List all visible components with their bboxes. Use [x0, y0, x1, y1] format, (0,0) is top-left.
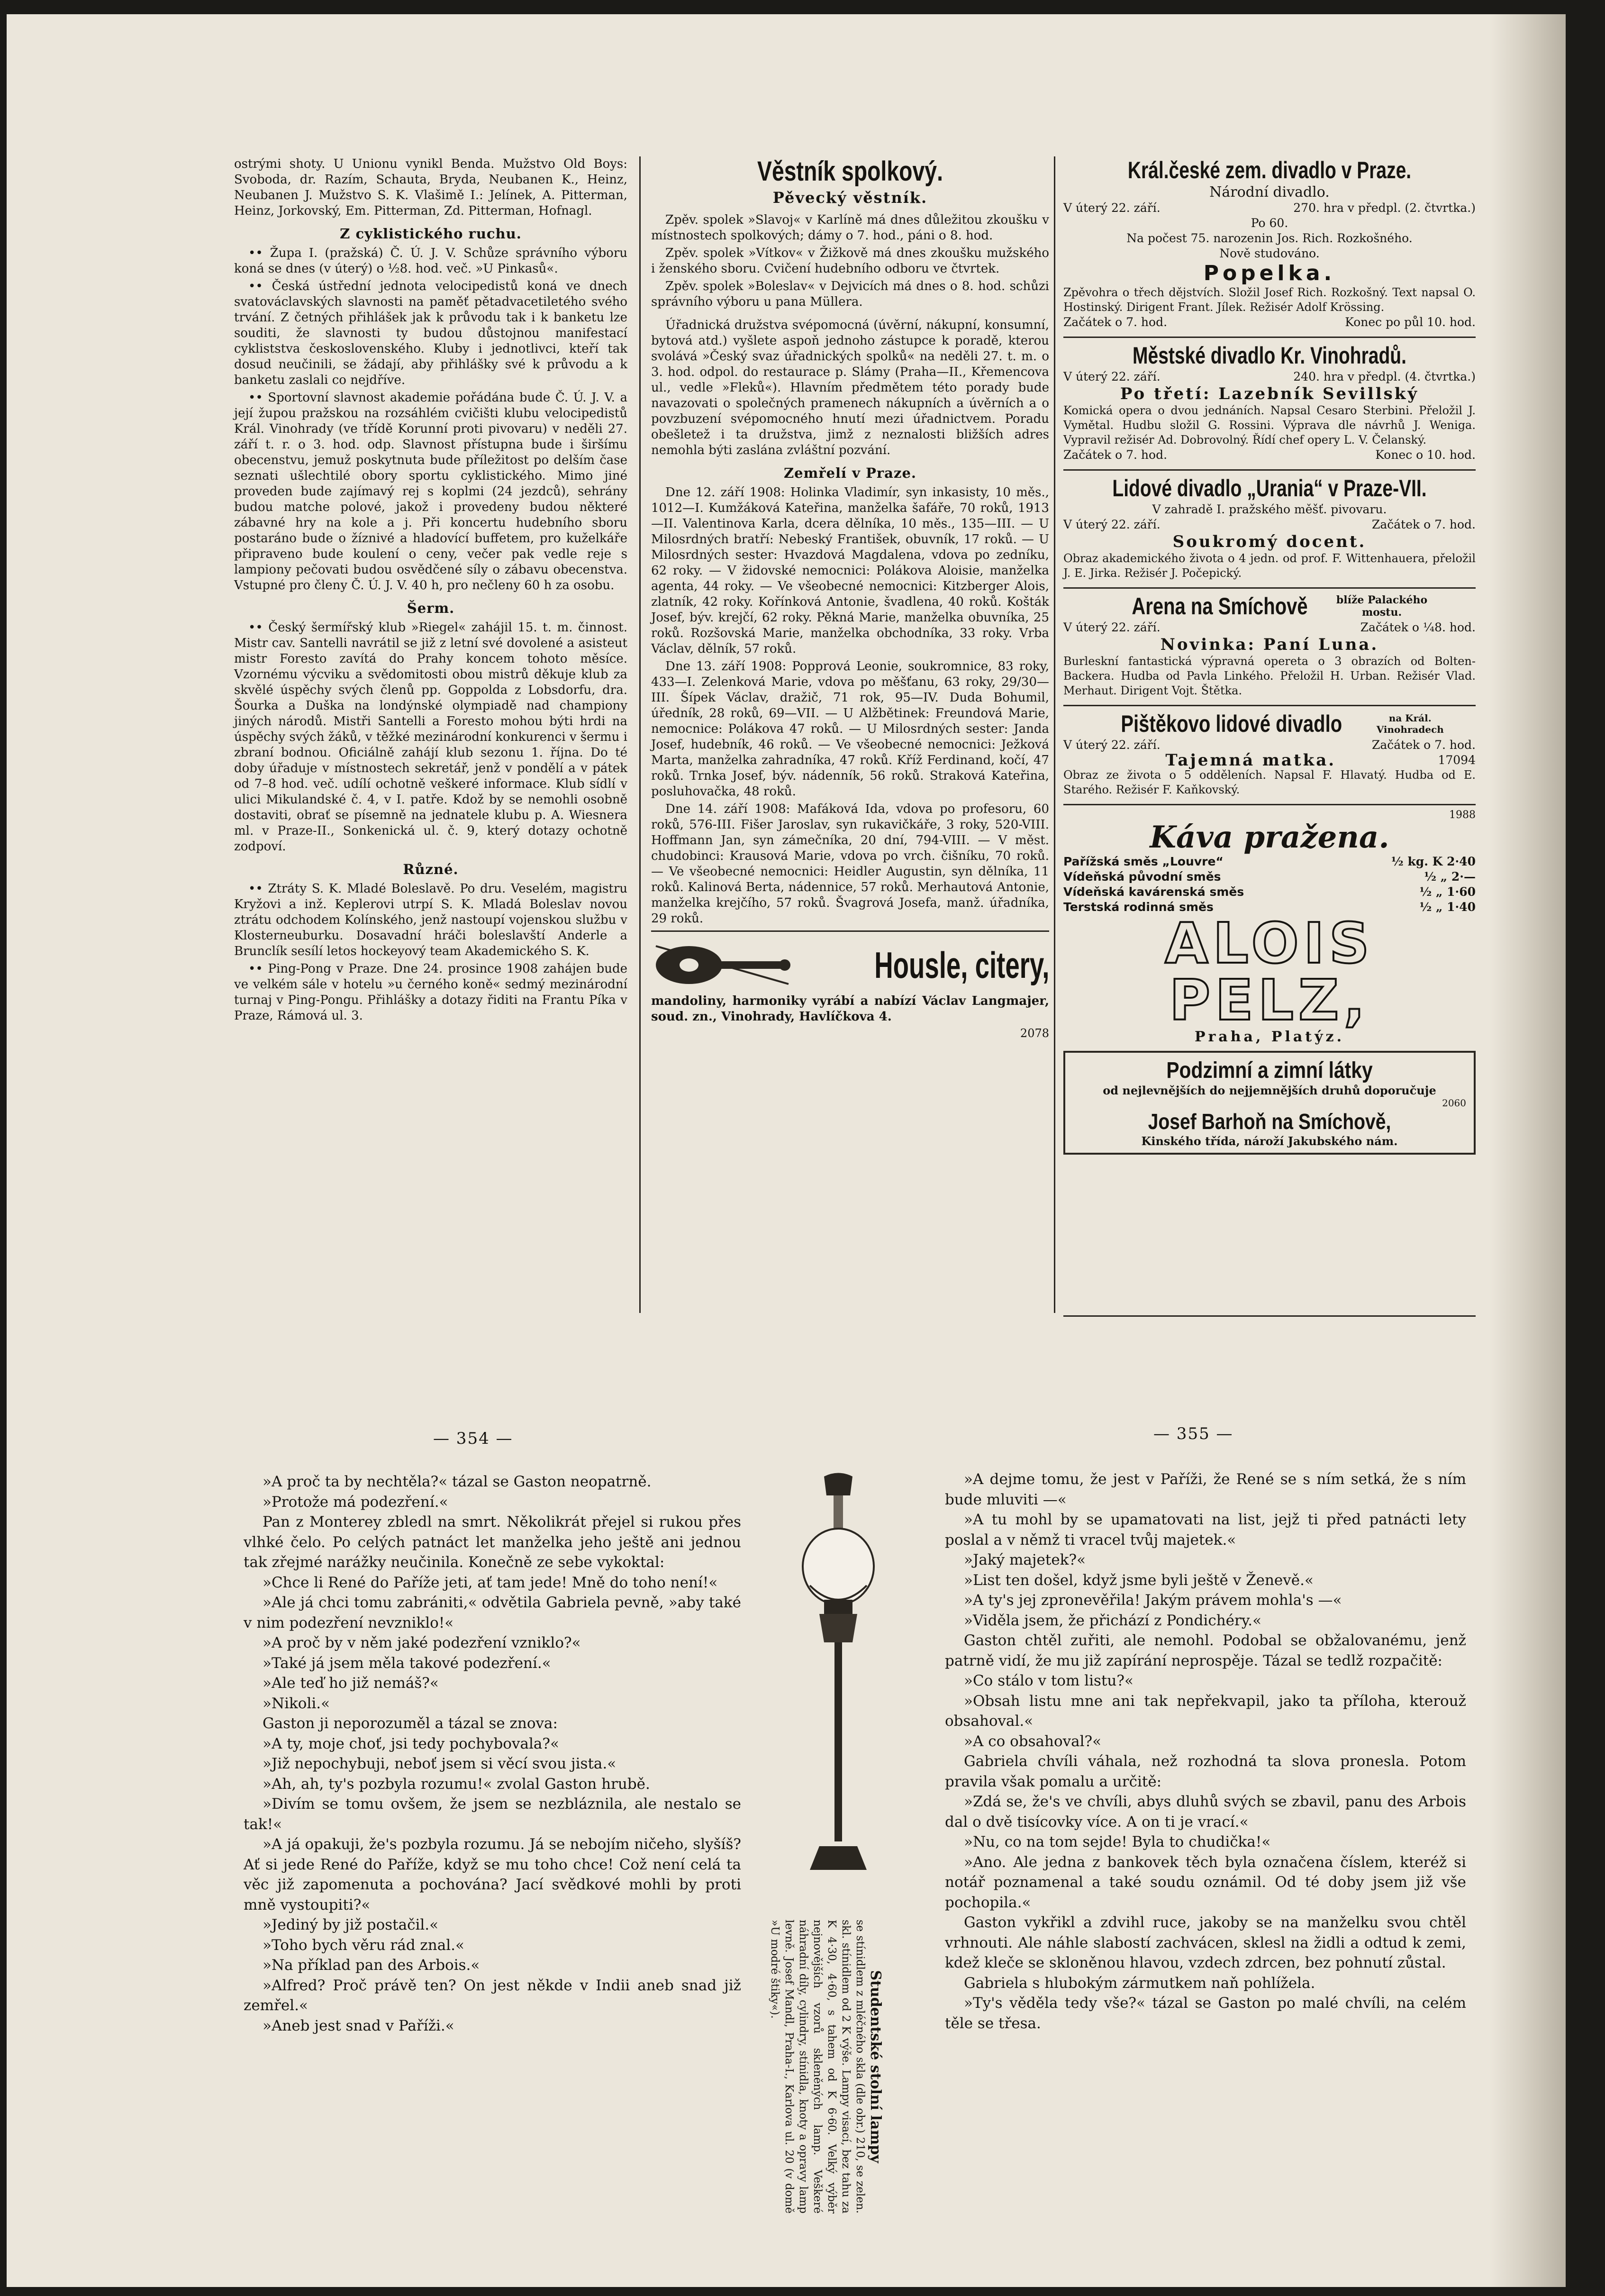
novel-paragraph: »Ale já chci tomu zabrániti,« odvětila Gabriela pevně, »aby také v nim podezření nevzniklo!« — [244, 1594, 741, 1631]
novel-paragraph: »Viděla jsem, že přichází z Pondichéry.« — [964, 1612, 1262, 1629]
coffee-ad-number: 1988 — [1449, 809, 1476, 821]
fencing-item: •• Český šermířský klub »Riegel« zahájil 15. t. m. činnost. Mistr cav. Santelli navrátil se již z letní své dovolené a asisteut mistr Foresto zavítá do Prahy koncem tohoto měsíce. Vzornému výcviku a svědomitosti obou mistrů děkuje klub za skvělé úspěchy svých členů pp. Goppolda z Lobsdorfu, dra. Šourka a Duška na londýnské olympiadě nad championy jiných národů. Mistři Santelli a Foresto mohou býti hrdi na úspěchy svých žáků, v těžké mezinárodní konkurenci v šermu i zbraní bodnou. Oficiálně zahájí klub sezonu 1. října. Do té doby úřaduje v místnostech sekretář, jenž v pondělí a v pátek od 7–8 hod. več. udílí ochotně veškeré informace. Klub sídlí v ulici Mikulandské č. 4, v I. patře. Kdož by se nemohli osobně dostaviti, obrať se písemně na jednatele klubu p. A. Wiesnera ml. v Praze-II., Sonkenická ul. č. 9, který dotazy ochotně zodpoví. — [234, 620, 627, 854]
novel-paragraph: »Také já jsem měla takové podezření.« — [263, 1654, 551, 1672]
novel-paragraph: »Zdá se, že's ve chvíli, abys dluhů svých se zbavil, panu des Arbois dal o dvě tisícovky více. A on ti je vrací.« — [945, 1793, 1466, 1831]
deaths-sept-13: Dne 13. září 1908: Popprová Leonie, soukromnice, 83 roky, 433—I. Zelenková Marie, vdova po měšťanu, 63 roky, 29/30—III. Šípek Václav, dražič, 71 rok, 95—IV. Duda Bohumil, úředník, 28 roků, 69—VII. — U Alžbětinek: Freundová Marie, nemocnice: Polákova 47 roků. — U Milosrdných sester: Janda Josef, hudebník, 46 roků. — Ve všeobecné nemocnici: Ježková Marta, manželka zahradníka, 47 roků. Kříž Ferdinand, kočí, 47 roků. Trnka Josef, býv. nádenník, 56 roků. Straková Kateřina, posluhovačka, 48 roků. — [651, 659, 1049, 799]
choral-item-3: Zpěv. spolek »Boleslav« v Dejvicích má dnes o 8. hod. schůzi správního výboru u pana Müllera. — [651, 279, 1049, 309]
novel-paragraph: »Jaký majetek?« — [964, 1551, 1086, 1568]
novel-paragraph: Gaston vykřikl a zdvihl ruce, jakoby se na manželku svou chtěl vrhnouti. Ale náhle slabostí zachvácen, sklesl na židli a odtud k zemi, kdež kleče se skloněnou hlavou, vzdech zdrcen, bez pohnutí zůstal. — [945, 1914, 1466, 1971]
novel-paragraph: »Aneb jest snad v Paříži.« — [263, 2017, 454, 2034]
fabrics-ad-number: 2060 — [1442, 1097, 1466, 1109]
theatre-urania-date: V úterý 22. září. — [1063, 518, 1161, 531]
page-number-left: — 354 — — [433, 1429, 513, 1448]
theatre-national-end: Konec po půl 10. hod. — [1345, 315, 1476, 329]
violin-ad-number: 2078 — [1020, 1027, 1049, 1040]
coffee-ad-title: Káva pražena. — [1150, 820, 1389, 855]
theatre-urania-start: Začátek o 7. hod. — [1371, 518, 1476, 531]
novel-paragraph: »List ten došel, když jsme byli ještě v Ženevě.« — [964, 1571, 1314, 1589]
novel-paragraph: »Na příklad pan des Arbois.« — [263, 1957, 480, 1974]
theatre-pistek-start: Začátek o 7. hod. — [1371, 738, 1476, 752]
column-divider-2 — [1054, 156, 1055, 1313]
novel-paragraph: »Již nepochybuji, neboť jsem si věcí svou jista.« — [263, 1755, 617, 1772]
theatre-arena-date-row — [1063, 620, 1476, 635]
coffee-blend-name: Terstská rodinná směs — [1063, 900, 1214, 914]
lamp-ad-text: se stínidlem z mléčného skla (dle obr.) 210, se zelen. skl. stínidlem od 2 K výše. Lampy visací, bez tahu za K 4·30, 4·60, s tahem od K 6·60. Velký výběr nejnovějších vzorů skleněných lamp. Veškeré náhradní díly, cylindry, stínidla, knoty a opravy lamp levně. Josef Mandl, Praha-I., Karlova ul. 20 (v domě »U modré štiky«). — [769, 1920, 866, 2214]
coffee-price: 1·60 — [1447, 885, 1476, 899]
novel-paragraph: Pan z Monterey zbledl na smrt. Několikrát přejel si rukou přes vlhké čelo. Po celých patnáct let manželka jeho ještě ani jednou tak zřejmé narážky neučinila. Konečně ze sebe vykoktal: — [244, 1513, 741, 1571]
heading-cycling: Z cyklistického ruchu. — [340, 226, 522, 242]
coffee-price: 1·40 — [1447, 900, 1476, 914]
right-column — [1063, 156, 1476, 1313]
novel-paragraph: »A já opakuji, že's pozbyla rozumu. Já se nebojím ničeho, slyšíš? Ať si jede René do Paříže, když se mu toho chce! Což není celá ta věc již zapomenuta a pochována? Jací svědkové mohli by proti mně vystoupiti?« — [244, 1836, 741, 1913]
heading-fencing: Šerm. — [407, 600, 455, 616]
theatre-vinohrady-date: V úterý 22. září. — [1063, 370, 1161, 383]
fabrics-ad-firm: Josef Barhoň na Smíchově, — [1148, 1109, 1391, 1134]
cycling-item-3: •• Sportovní slavnost akademie pořádána bude Č. Ú. J. V. a její župou pražskou na rozsáhlém cvičišti klubu velocipedistů Král. Vinohrady (ve třídě Korunní proti pivovaru) v neděli 27. září t. r. o 3. hod. odp. Slavnost přístupna bude i širšímu obecenstvu, jemuž poskytnuta bude příležitost po delším čase seznati ušlechtilé obory sportu cyklistického. Mimo jiné proveden bude zajímavý rej s koplmi (24 jezdců), sehrány budou matche polové, jakož i provedeny budou některé zábavné hry na kole a j. Při koncertu hudebního sboru postaráno bude o žíznivé a hladovící buffetem, pro kuželkáře připraveno bude koulení o ceny, večer pak vedle reje s lampiony pečovati budou osvědčené síly o zábavu obecenstva. Vstupné pro členy Č. Ú. J. V. 40 h, pro nečleny 60 h za osobu. — [234, 391, 627, 592]
novel-paragraph: Gabriela chvíli váhala, než rozhodná ta slova pronesla. Potom pravila však pomalu a určitě: — [945, 1753, 1466, 1790]
theatre-national-subtitle: Národní divadlo. — [1209, 184, 1330, 200]
novel-paragraph: »Ale teď ho již nemáš?« — [263, 1675, 439, 1692]
violin-ad-title: Housle, citery, — [874, 944, 1049, 986]
column-divider-1 — [639, 156, 641, 1313]
novel-paragraph: »A co obsahoval?« — [964, 1732, 1102, 1750]
page-number-right: — 355 — — [1153, 1424, 1233, 1443]
misc-item-2: •• Ping-Pong v Praze. Dne 24. prosince 1908 zahájen bude ve velkém sále v hotelu »u černého koně« sedmý mezinárodní turnaj v Ping-Pongu. Přihlášky a dotazy řiditi na Frantu Píka v Praze, Rámová ul. 3. — [234, 962, 627, 1023]
novel-paragraph: »A ty's jej zpronevěřila! Jakým právem mohla's —« — [964, 1592, 1342, 1609]
novel-paragraph: »Divím se tomu ovšem, že jsem se nezbláznila, ale nestalo se tak!« — [244, 1795, 741, 1833]
deaths-sept-14: Dne 14. září 1908: Mafáková Ida, vdova po profesoru, 60 roků, 576-III. Fišer Jaroslav, syn rukavičkáře, 3 roky, 520-VIII. Hoffmann Jan, syn zámečníka, 20 dní, 794-VIII. — V měst. chudobinci: Krausová Marie, vdova po vrch. čišníku, 70 roků. — Ve všeobecné nemocnici: Heidler Augustin, syn dělníka, 11 roků. Kalinová Berta, nádennice, 57 roků. Merhautová Antonie, manželka krejčího, 57 roků. Švagrová Josefa, manž. úřadníka, 29 roků. — [651, 802, 1049, 926]
coffee-price-row — [1063, 869, 1476, 884]
coffee-blend-name: Vídeňská kavárenská směs — [1063, 885, 1244, 899]
theatre-national-newly-staged: Nově studováno. — [1219, 246, 1320, 260]
theatre-pistek-number: 17094 — [1438, 753, 1476, 767]
theatre-vinohrady-date-row — [1063, 369, 1476, 384]
fabrics-ad — [1063, 1051, 1476, 1155]
theatre-pistek-desc: Obraz ze života o 5 odděleních. Napsal F. Hlavatý. Hudba od E. Starého. Režisér F. Kaňkovský. — [1063, 768, 1476, 796]
theatre-vinohrady-play: Po třetí: Lazebník Sevillský — [1120, 384, 1419, 403]
newspaper-page — [7, 14, 1566, 2287]
cycling-item-1: •• Župa I. (pražská) Č. Ú. J. V. Schůze správního výboru koná se dnes (v úterý) o ½8. hod. več. »U Pinkasů«. — [234, 246, 627, 276]
coffee-ad — [1063, 804, 1476, 1045]
deaths-sept-12: Dne 12. září 1908: Holinka Vladimír, syn inkasisty, 10 měs., 1012—I. Kumžáková Kateřina, manželka šafáře, 70 roků, 1913—II. Valentinova Karla, dcera dělníka, 10 měs., 135—III. — U Milosrdných bratří: Nebeský František, obuvník, 17 roků. — U Milosrdných sester: Hvazdová Magdalena, vdova po zedníku, 62 roky. — V židovské nemocnici: Polákova Aloisie, manželka agenta, 44 roky. — Ve všeobecné nemocnici: Kitzberger Alois, zlatník, 42 roky. Kořínková Antonie, švadlena, 40 roků. Košták Josef, býv. krejčí, 62 roky. Pěkná Marie, manželka obuvníka, 25 roků. Rozšovská Marie, manželka obchodníka, 33 roky. Vrba Václav, dělník, 57 roků. — [651, 485, 1049, 656]
heading-choral: Pěvecký věstník. — [772, 189, 928, 207]
coffee-price-row — [1063, 884, 1476, 900]
lamp-ad — [769, 1920, 884, 2214]
novel-left-column — [244, 1472, 741, 2173]
coffee-price: 2·40 — [1447, 855, 1476, 868]
theatre-vinohrady-end: Konec o 10. hod. — [1375, 448, 1476, 462]
theatre-arena-play: Novinka: Paní Luna. — [1160, 635, 1379, 654]
novel-paragraph: »Obsah listu mne ani tak nepřekvapil, jako ta příloha, kterouž obsahoval.« — [945, 1692, 1466, 1730]
masthead-vestnik: Věstník spolkový. — [757, 156, 943, 187]
coffee-quantity: ½ „ — [1424, 870, 1448, 884]
book-spine-shadow — [1490, 14, 1566, 2287]
theatre-urania-place: V zahradě I. pražského měšť. pivovaru. — [1152, 502, 1387, 516]
theatre-vinohrady-title: Městské divadlo Kr. Vinohradů. — [1133, 342, 1406, 369]
novel-paragraph: »Ano. Ale jedna z bankovek těch byla označena číslem, kteréž si notář poznamenal a také soudu oznámil. Od té doby jsem již vše pochopila.« — [945, 1853, 1466, 1911]
bottom-border-rule — [1063, 1315, 1476, 1317]
theatre-national-times — [1063, 315, 1476, 330]
novel-paragraph: Gaston ji neporozuměl a tázal se znova: — [263, 1715, 558, 1732]
novel-paragraph: Gabriela s hlubokým zármutkem naň pohlížela. — [964, 1974, 1315, 1992]
cycling-item-2: •• Česká ústřední jednota velocipedistů koná ve dnech svatováclavských slavnosti na paměť pětadvacetiletého svého trvání. Z četných přihlášek jak k průvodu tak i k banketu lze souditi, že slavnosti ty budou důstojnou manifestací cykliststva československého. Kluby i jednotlivci, kteří tak dosud neučinili, se žádají, aby přihlášky své k průvodu a k banketu zaslali co nejdříve. — [234, 279, 627, 387]
coffee-price-list — [1063, 854, 1476, 915]
heading-misc: Různé. — [403, 861, 459, 877]
theatre-national-date-row — [1063, 200, 1476, 216]
left-column — [234, 156, 627, 1303]
choral-item-2: Zpěv. spolek »Vítkov« v Žižkově má dnes zkoušku mužského i ženského sboru. Cvičení hudebního odboru ve čtvrtek. — [651, 246, 1049, 276]
coffee-ad-firm: ALOIS PELZ, — [1165, 911, 1374, 1033]
theatre-national-desc: Zpěvohra o třech dějstvích. Složil Josef Rich. Rozkošný. Text napsal O. Hostinský. Dirigent Frant. Jílek. Režisér Adolf Krössing. — [1063, 286, 1476, 314]
theatre-pistek-subtitle: na Král. Vinohradech — [1376, 712, 1444, 735]
misc-item-1: •• Ztráty S. K. Mladé Boleslavě. Po dru. Veselém, magistru Kryžovi a inž. Keplerovi utrpí S. K. Mladá Boleslav novou ztrátu odchodem Kolínského, jenž nastoupí vojenskou službu v Klosterneuburku. Dosavadní hráči boleslavští Anderle a Brunclík sesílí letos hockeyový team Akademického S. K. — [234, 882, 627, 958]
novel-paragraph: »Jediný by již postačil.« — [263, 1916, 439, 1933]
novel-paragraph: »Alfred? Proč právě ten? On jest někde v Indii aneb snad již zemřel.« — [244, 1977, 741, 2014]
novel-right-column — [945, 1469, 1466, 2190]
novel-paragraph: »Chce li René do Paříže jeti, ať tam jede! Mně do toho není!« — [263, 1574, 718, 1591]
heading-deaths: Zemřelí v Praze. — [783, 465, 916, 481]
theatre-vinohrady-performance-no: 240. hra v předpl. (4. čtvrtka.) — [1293, 370, 1476, 383]
theatre-pistek-play: Tajemná matka. — [1165, 751, 1336, 770]
theatre-national-start: Začátek o 7. hod. — [1063, 315, 1168, 329]
theatre-national-performance-no: 270. hra v předpl. (2. čtvrtka.) — [1293, 201, 1476, 215]
theatre-arena-title: Arena na Smíchově — [1132, 593, 1308, 620]
theatre-arena-desc: Burleskní fantastická výpravná opereta o 3 obrazích od Bolten-Backera. Hudba od Pavla Linkého. Přeložil H. Urban. Režisér Vlad. Merhaut. Dirigent Vojt. Štětka. — [1063, 655, 1476, 697]
theatre-pistek-play-row — [1063, 753, 1476, 768]
coffee-ad-address: Praha, Platýz. — [1194, 1029, 1345, 1045]
theatre-urania-play: Soukromý docent. — [1172, 532, 1367, 551]
choral-item-1: Zpěv. spolek »Slavoj« v Karlíně má dnes důležitou zkoušku v místnostech spolkových; dámy o 7. hod., páni o 8. hod. — [651, 213, 1049, 243]
theatre-national-title: Král.české zem. divadlo v Praze. — [1127, 157, 1412, 183]
novel-paragraph: »Protože má podezření.« — [263, 1493, 448, 1511]
middle-column — [651, 156, 1049, 1303]
theatre-arena-start: Začátek o ¼8. hod. — [1360, 620, 1476, 634]
theatre-national-play: Popelka. — [1203, 261, 1336, 285]
novel-paragraph: »A ty, moje choť, jsi tedy pochybovala?« — [263, 1735, 559, 1752]
violin-ad — [651, 930, 1049, 1040]
theatre-arena-date: V úterý 22. září. — [1063, 620, 1161, 634]
lamp-ad-title: Studentské stolní lampy — [867, 1970, 884, 2163]
novel-paragraph: »A dejme tomu, že jest v Paříži, že René se s ním setká, že s ním bude mluviti —« — [945, 1471, 1466, 1508]
theatre-urania-desc: Obraz akademického života o 4 jedn. od prof. F. Wittenhauera, přeložil J. E. Jirka. Režisér J. Počepický. — [1063, 552, 1476, 580]
coffee-quantity: ½ „ — [1419, 885, 1443, 899]
theatre-urania-date-row — [1063, 517, 1476, 532]
theatre-national-date: V úterý 22. září. — [1063, 201, 1161, 215]
novel-paragraph: »Nikoli.« — [263, 1695, 330, 1712]
novel-paragraph: »A proč ta by nechtěla?« tázal se Gaston neopatrně. — [263, 1473, 652, 1490]
cooperatives-item: Úřadnická družstva svépomocná (úvěrní, nákupní, konsumní, bytová atd.) vyšlete aspoň jednoho zástupce k poradě, kterou svolává »Český svaz úřadnických spolků« na neděli 27. t. m. o 3. hod. odpol. do restaurace p. Slámy (Praha—II., Křemencova ul., vedle »Fleků«). Hlavním předmětem této porady bude navazovati o společných pramenech nákupních a úvěrních a o povzbuzení svépomocného hnutí mezi úřadnictvem. Poradu obešletež i ta družstva, jimž z neznalosti bližších adres nemohla býti zaslána zvláštní pozvání. — [651, 318, 1049, 457]
coffee-price-row — [1063, 854, 1476, 869]
theatre-pistek-date: V úterý 22. září. — [1063, 738, 1161, 752]
novel-paragraph: »Toho bych věru rád znal.« — [263, 1936, 464, 1954]
theatre-arena-subtitle: blíže Palackého mostu. — [1336, 594, 1428, 619]
coffee-price: 2·— — [1451, 870, 1476, 884]
fabrics-ad-line: od nejlevnějších do nejjemnějších druhů doporučuje — [1103, 1084, 1436, 1097]
theatre-vinohrady-times — [1063, 447, 1476, 463]
fabrics-ad-address: Kinského třída, nároží Jakubského nám. — [1141, 1134, 1398, 1148]
coffee-blend-name: Vídeňská původní směs — [1063, 870, 1221, 884]
novel-paragraph: »A proč by v něm jaké podezření vzniklo?« — [263, 1634, 581, 1651]
theatre-national-po: Po 60. — [1251, 216, 1288, 230]
lamp-illustration — [791, 1472, 886, 1898]
novel-paragraph: »Ty's věděla tedy vše?« tázal se Gaston po malé chvíli, na celém těle se třesa. — [945, 1995, 1466, 2032]
violin-ad-text: mandoliny, harmoniky vyrábí a nabízí Václav Langmajer, soud. zn., Vinohrady, Havlíčkova 4. — [651, 994, 1049, 1024]
novel-paragraph: »Nu, co na tom sejde! Byla to chudička!« — [964, 1833, 1271, 1850]
violin-illustration — [651, 937, 793, 993]
novel-paragraph: »Ah, ah, ty's pozbyla rozumu!« zvolal Gaston hrubě. — [263, 1775, 650, 1793]
sports-intro: ostrými shoty. U Unionu vynikl Benda. Mužstvo Old Boys: Svoboda, dr. Razím, Schauta, Bryda, Neubanen K., Heinz, Neubanen J. Mužstvo S. K. Vlašimě I.: Jelínek, A. Pitterman, Heinz, Jorkovský, Em. Pitterman, Zd. Pitterman, Hofnagl. — [234, 157, 627, 218]
theatre-vinohrady-desc: Komická opera o dvou jednáních. Napsal Cesaro Sterbini. Přeložil J. Vymětal. Hudbu složil G. Rossini. Výprava dle návrhů J. Weniga. Vypravil režisér Ad. Dobrovolný. Řídí chef opery L. V. Čelanský. — [1063, 404, 1476, 446]
fabrics-ad-title: Podzimní a zimní látky — [1166, 1058, 1373, 1083]
theatre-pistek-title: Pištěkovo lidové divadlo — [1121, 711, 1342, 737]
novel-paragraph: Gaston chtěl zuřiti, ale nemohl. Podobal se obžalovanému, jenž patrně vidí, že mu již zapírání neprospěje. Tázal se tedlž rozpačitě: — [945, 1632, 1466, 1669]
novel-paragraph: »Co stálo v tom listu?« — [964, 1672, 1133, 1689]
coffee-blend-name: Pařížská směs „Louvre“ — [1063, 855, 1224, 868]
theatre-national-occasion: Na počest 75. narozenin Jos. Rich. Rozkošného. — [1126, 231, 1413, 245]
theatre-urania-title: Lidové divadlo „Urania“ v Praze-VII. — [1112, 475, 1427, 501]
coffee-quantity: ½ „ — [1419, 900, 1443, 914]
theatre-vinohrady-start: Začátek o 7. hod. — [1063, 448, 1168, 462]
coffee-quantity: ½ kg. K — [1391, 855, 1443, 868]
novel-paragraph: »A tu mohl by se upamatovati na list, jejž ti před patnácti lety poslal a v němž ti vracel tvůj majetek.« — [945, 1511, 1466, 1549]
